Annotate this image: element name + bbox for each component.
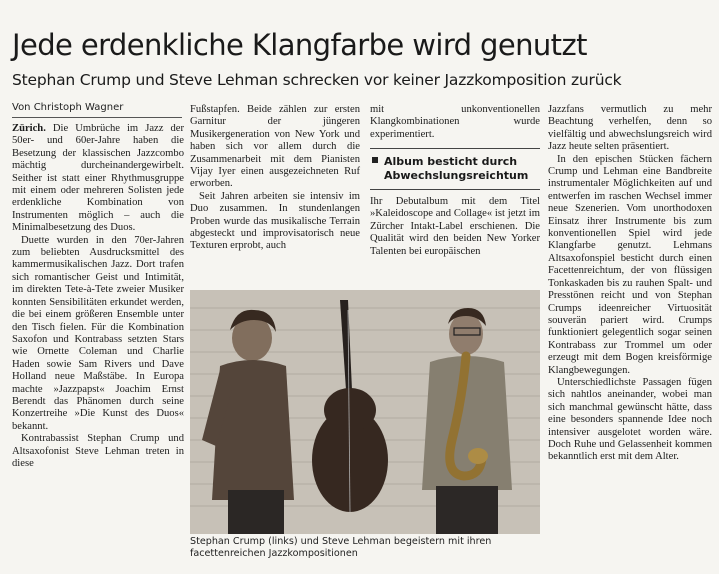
byline-rule: [12, 117, 182, 118]
paragraph: [12, 123, 184, 235]
paragraph: Duette wurden in den 70er-Jahren zum beliebten Ausdrucksmittel des kammermusikalischen Jazz. Dort trafen sich romantischer Geist und Intimität, im direkten Tete-à-Tete zweier Musiker konnten Sensibilitäten erkundet werden, die bei einem größeren Ensemble unter den Tisch fielen. Für die Kombination Saxofon und Kontrabass setzten Stars wie Ornette Coleman und Charlie Haden sowie Sam Rivers und Dave Holland neue Maßstäbe. In Europa machte »Jazzpapst« Joachim Ernst Berendt das Phänomen durch seine Konzertreihe »Die Kunst des Duos« bekannt.: [12, 234, 184, 432]
photo-caption: Stephan Crump (links) und Steve Lehman begeistern mit ihren facettenreichen Jazzkompositionen: [190, 536, 492, 559]
paragraph: Unterschiedlichste Passagen fügen sich nahtlos aneinander, wobei man sich manchmal gewünscht hätte, dass eine besonders spannende Idee noch intensiver ausgelotet worden wäre. Doch Ruhe und Gelassenheit kommen bekanntlich erst mit dem Alter.: [548, 376, 712, 463]
column-1: [12, 123, 184, 470]
paragraph: Fußstapfen. Beide zählen zur ersten Garnitur der jüngeren Musikergeneration von New York und haben sich vor allem durch die Zusammenarbeit mit dem Pianisten Vijay Iyer einen ausgezeichneten Ruf erworben.: [190, 104, 360, 190]
subheading: Album besticht durch Abwechslungsreichtum: [384, 155, 529, 182]
column-4: [548, 104, 712, 464]
paragraph: Ihr Debutalbum mit dem Titel »Kaleidoscope and Collage« ist jetzt im Zürcher Intakt-Label erschienen. Die Qualität wird den beiden New Yorker Talenten bei europäischen: [370, 196, 540, 257]
musicians-photo-illustration: [190, 290, 540, 534]
paragraph-text: Die Umbrüche im Jazz der 50er- und 60er-Jahre haben die Besetzung der klassischen Jazzcombo mächtig durcheinandergewirbelt. Seither ist statt einer Rhythmusgruppe mit einem oder mehreren Solisten jede erdenkliche Kombination von Instrumenten möglich – auch die Minimalbesetzung des Duos.: [12, 123, 184, 234]
dateline: Zürich.: [12, 123, 46, 134]
article-photo: [190, 290, 540, 534]
paragraph: mit unkonventionellen Klangkombinationen wurde experimentiert.: [370, 104, 540, 140]
paragraph: Seit Jahren arbeiten sie intensiv im Duo zusammen. In stundenlangen Proben wurde das musikalische Terrain abgesteckt und improvisatorisch neue Texturen erprobt, auch: [190, 190, 360, 252]
subheading-box: [370, 148, 540, 190]
paragraph: In den epischen Stücken fächern Crump und Lehman eine Bandbreite instrumentaler Möglichkeiten auf und entwerfen im raschen Wechsel immer neue Szenerien. Vom unorthodoxen Einsatz ihrer Instrumente bis zum konventionellen Spiel wird jede Klangfarbe genutzt. Lehmans Altsaxofonspiel besticht durch einen Facettenreichtum, der von flüssigen Tonkaskaden bis zu rauhen Spalt- und Presstönen reicht und von Stephan Crumps ideenreicher Virtuosität souverän pariert wird. Crumps funktioniert gelegentlich sogar seinen Kontrabass zur Trommel um oder erzeugt mit dem Bogen kreisförmige Klangbewegungen.: [548, 153, 712, 376]
paragraph: Kontrabassist Stephan Crump und Altsaxofonist Steve Lehman treten in diese: [12, 433, 184, 469]
column-3-top: [370, 104, 540, 141]
byline: Von Christoph Wagner: [12, 102, 124, 113]
headline: Jede erdenkliche Klangfarbe wird genutzt: [12, 28, 587, 62]
square-bullet-icon: [372, 157, 378, 163]
subheadline: Stephan Crump und Steve Lehman schrecken vor keiner Jazzkomposition zurück: [12, 71, 622, 89]
column-3: [370, 196, 540, 258]
paragraph: Jazzfans vermutlich zu mehr Beachtung verhelfen, denn so vielfältig und abwechslungsreich wird Jazz heute selten präsentiert.: [548, 104, 712, 153]
column-2: [190, 104, 360, 253]
